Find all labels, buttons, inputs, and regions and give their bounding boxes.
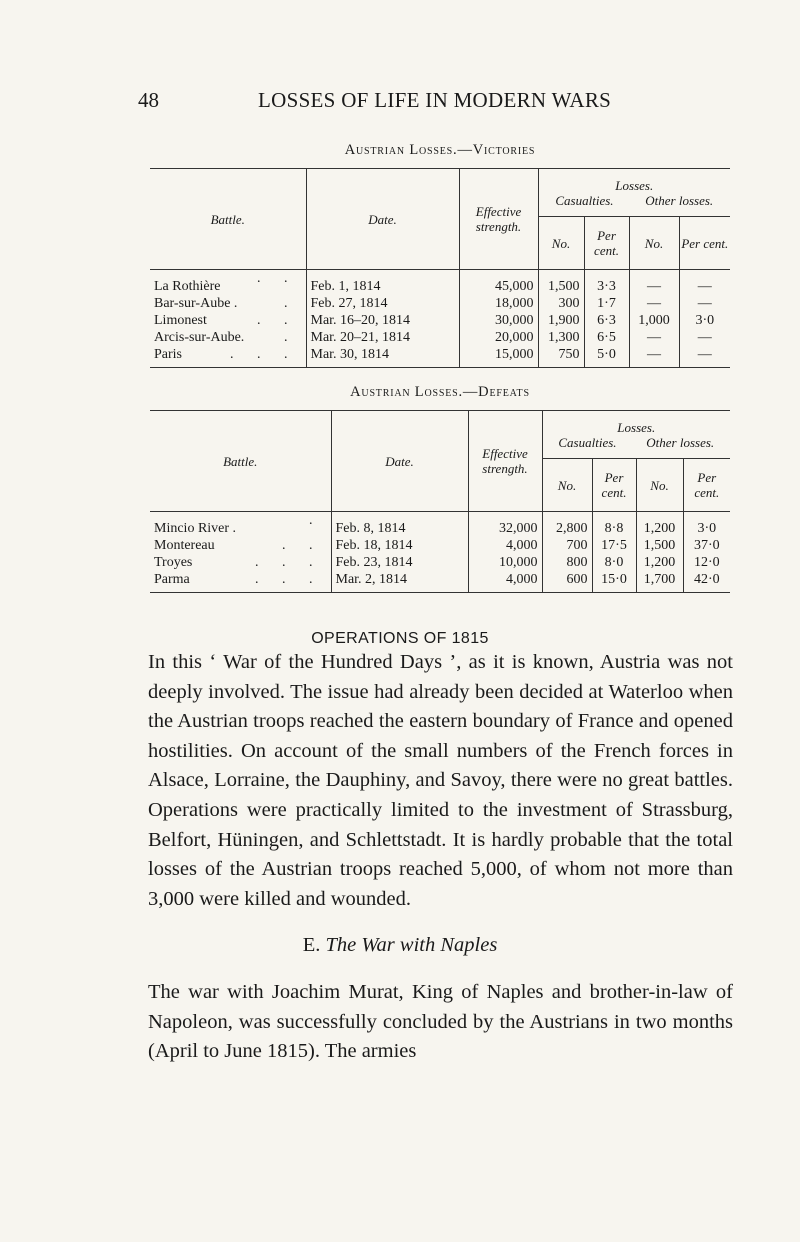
leader-dots: . . . [255,555,323,570]
casualties-no: 2,800 [542,512,592,538]
header-casualties: Casualties. [558,435,617,450]
battle-name: Parma [154,572,190,587]
naples-paragraph: The war with Joachim Murat, King of Naples and brother-in-law of Napoleon, was successfully concluded by the Austrians in two months (April to June 1815). The armies [148,981,733,1063]
other-losses-no: 1,200 [636,512,683,538]
casualties-no: 600 [542,571,592,593]
casualties-per-cent: 1·7 [584,295,629,312]
battle-name: Arcis-sur-Aube. [154,330,245,345]
header-other-losses: Other losses. [646,435,715,450]
other-losses-per-cent: — [679,346,730,368]
header-cas-per-cent: Per cent. [584,217,629,270]
operations-paragraph: In this ‘ War of the Hundred Days ’, as it is known, Austria was not deeply involved. The issue had already been decided at Waterloo when the Austrian troops reached the eastern boundary of France and opened hostilities. On account of the small numbers of the French forces in Alsace, Lorraine, the Dauphiny, and Savoy, there were no great battles. Operations were practically limited to the investment of Strassburg, Belfort, Hüningen, and Schlettstadt. It is hardly probable that the total losses of the Austrian troops reached 5,000, of whom not more than 3,000 were killed and wounded. [148,651,733,910]
casualties-per-cent: 6·5 [584,329,629,346]
other-losses-per-cent: — [679,329,730,346]
battle-date: Feb. 23, 1814 [331,554,468,571]
effective-strength: 4,000 [468,571,542,593]
header-oth-per-cent: Per cent. [683,459,730,512]
table-row [150,537,730,554]
other-losses-per-cent: 12·0 [683,554,730,571]
battle-date: Mar. 16–20, 1814 [306,312,459,329]
other-losses-no: — [629,270,679,296]
table-row [150,554,730,571]
table-row [150,512,730,538]
casualties-no: 1,300 [538,329,584,346]
other-losses-no: — [629,295,679,312]
leader-dots: . . [282,538,323,553]
battle-date: Feb. 27, 1814 [306,295,459,312]
running-title: LOSSES OF LIFE IN MODERN WARS [258,88,612,112]
casualties-no: 300 [538,295,584,312]
battle-name: Limonest [154,313,207,328]
header-date: Date. [306,169,459,270]
defeats-table-caption: Austrian Losses.—Defeats [350,384,530,400]
victories-table [150,168,730,368]
header-cas-no: No. [538,217,584,270]
other-losses-no: — [629,329,679,346]
leader-dots: . . [257,271,298,286]
victories-table-caption: Austrian Losses.—Victories [344,142,536,158]
header-cas-no: No. [542,459,592,512]
other-losses-per-cent: 3·0 [679,312,730,329]
casualties-per-cent: 3·3 [584,270,629,296]
table-row [150,571,730,593]
other-losses-no: 1,500 [636,537,683,554]
battle-date: Mar. 20–21, 1814 [306,329,459,346]
effective-strength: 45,000 [459,270,538,296]
effective-strength: 18,000 [459,295,538,312]
other-losses-per-cent: — [679,295,730,312]
header-effective-strength: Effective strength. [468,411,542,512]
other-losses-no: 1,200 [636,554,683,571]
casualties-per-cent: 8·8 [592,512,636,538]
header-losses: Losses. [615,178,654,193]
other-losses-per-cent: — [679,270,730,296]
effective-strength: 30,000 [459,312,538,329]
table-row [150,312,730,329]
effective-strength: 15,000 [459,346,538,368]
casualties-per-cent: 8·0 [592,554,636,571]
casualties-per-cent: 15·0 [592,571,636,593]
header-oth-per-cent: Per cent. [679,217,730,270]
effective-strength: 10,000 [468,554,542,571]
header-battle: Battle. [150,411,331,512]
battle-name: Mincio River . [154,521,237,536]
battle-date: Feb. 8, 1814 [331,512,468,538]
table-row [150,270,730,296]
running-head [0,88,800,118]
subsection-title: The War with Naples [325,934,498,956]
header-other-losses: Other losses. [645,193,714,208]
battle-date: Feb. 18, 1814 [331,537,468,554]
casualties-no: 700 [542,537,592,554]
header-battle: Battle. [150,169,306,270]
other-losses-per-cent: 42·0 [683,571,730,593]
casualties-per-cent: 17·5 [592,537,636,554]
header-oth-no: No. [629,217,679,270]
effective-strength: 4,000 [468,537,542,554]
casualties-no: 1,900 [538,312,584,329]
leader-dots: . [309,513,323,528]
casualties-per-cent: 6·3 [584,312,629,329]
battle-name: La Rothière [154,279,221,294]
battle-name: Montereau [154,538,215,553]
battle-name: Paris [154,347,182,362]
header-casualties: Casualties. [555,193,614,208]
header-oth-no: No. [636,459,683,512]
effective-strength: 20,000 [459,329,538,346]
leader-dots: . [284,330,298,345]
section-heading: OPERATIONS OF 1815 [311,630,489,647]
header-cas-per-cent: Per cent. [592,459,636,512]
leader-dots: . [284,296,298,311]
page-number: 48 [138,88,159,112]
subsection-heading [0,934,800,957]
other-losses-no: 1,000 [629,312,679,329]
other-losses-per-cent: 37·0 [683,537,730,554]
header-losses-group [542,411,730,459]
battle-date: Mar. 30, 1814 [306,346,459,368]
header-date: Date. [331,411,468,512]
battle-date: Mar. 2, 1814 [331,571,468,593]
effective-strength: 32,000 [468,512,542,538]
casualties-no: 750 [538,346,584,368]
other-losses-no: — [629,346,679,368]
subsection-letter: E. [302,934,321,956]
header-effective-strength: Effective strength. [459,169,538,270]
header-losses-group [538,169,730,217]
header-losses: Losses. [617,420,656,435]
table-row [150,295,730,312]
battle-date: Feb. 1, 1814 [306,270,459,296]
casualties-no: 800 [542,554,592,571]
defeats-table [150,410,730,593]
table-row [150,329,730,346]
casualties-per-cent: 5·0 [584,346,629,368]
leader-dots: . . . [230,347,298,362]
other-losses-per-cent: 3·0 [683,512,730,538]
casualties-no: 1,500 [538,270,584,296]
table-row [150,346,730,368]
battle-name: Troyes [154,555,193,570]
battle-name: Bar-sur-Aube . [154,296,238,311]
other-losses-no: 1,700 [636,571,683,593]
leader-dots: . . . [255,572,323,587]
leader-dots: . . [257,313,298,328]
